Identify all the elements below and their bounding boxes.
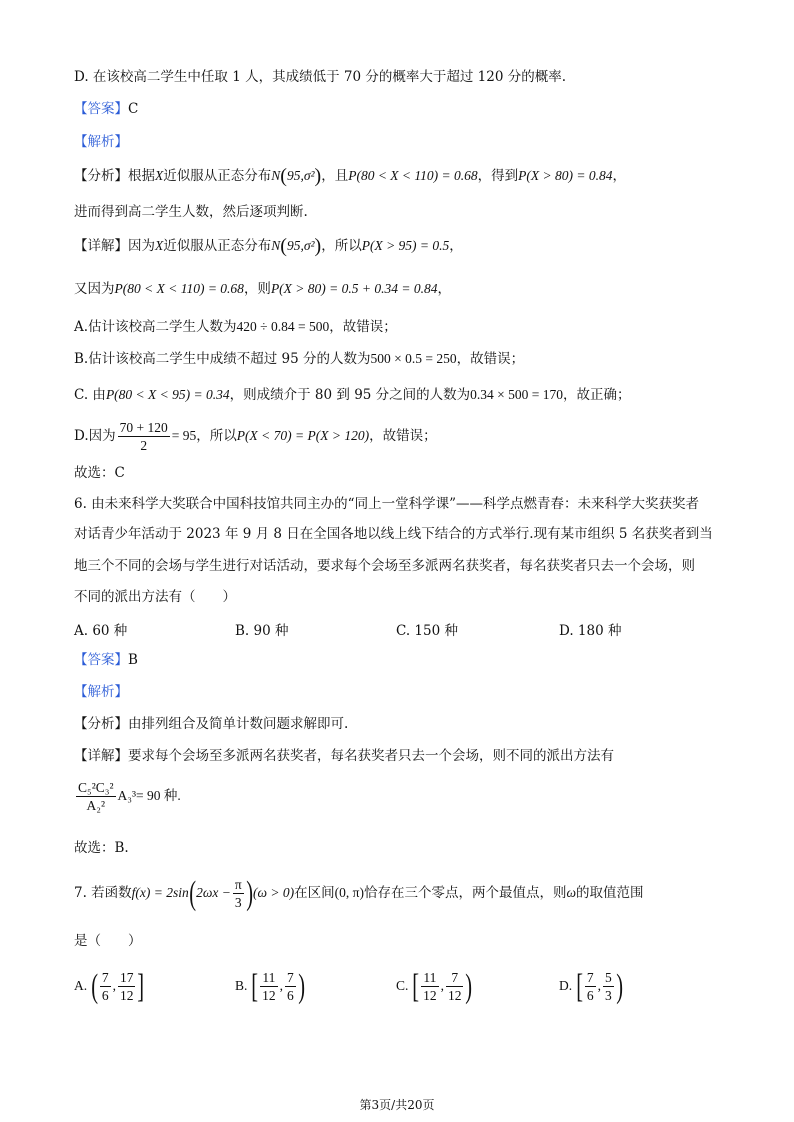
q6-line-2: 对话青少年活动于 2023 年 9 月 8 日在全国各地以线上线下结合的方式举行.现有某市组织 5 名获奖者到当 — [74, 526, 713, 542]
math-count-80-95: 0.34 × 500 = 170 — [470, 387, 564, 402]
numerator: 11 — [421, 969, 439, 987]
fraction — [446, 969, 464, 1004]
numerator: π — [234, 877, 242, 892]
math-p-gt95: P(X > 95) = 0.5 — [361, 238, 450, 253]
text: 7. 若函数 — [74, 885, 132, 901]
q7-line-2: 是（ ） — [74, 933, 142, 949]
numerator: 5 — [604, 970, 612, 986]
q6-line-1: 6. 由未来科学大奖联合中国科技馆共同主办的“同上一堂科学课”——科学点燃青春：未来科学大奖获奖者 — [74, 496, 699, 512]
text: 因为 — [128, 238, 155, 254]
denominator: 6 — [101, 988, 109, 1004]
text: 的取值范围 — [576, 885, 644, 901]
text: ，所以 — [196, 428, 237, 444]
math-p-80-95: P(80 < X < 95) = 0.34 — [105, 387, 230, 402]
text: ， — [612, 168, 626, 184]
numerator: 7 — [586, 970, 594, 986]
q6-answer — [74, 650, 138, 670]
label: B. — [235, 978, 248, 993]
fraction — [76, 779, 116, 814]
text: 又因为 — [74, 281, 115, 297]
math-x: X — [155, 168, 164, 183]
q7-option-d: D. [ $\frac{7}{6}$ , $\frac{5}{3}$ ) — [559, 967, 623, 1005]
math-n-args: 95,σ² — [286, 238, 315, 253]
text: 在区间 — [294, 885, 335, 901]
text: ，故错误； — [369, 428, 437, 444]
q5-fenxi-line2: 进而得到高二学生人数，然后逐项判断. — [74, 204, 308, 220]
math-count-total: 420 ÷ 0.84 = 500 — [236, 319, 330, 334]
math-count-95: 500 × 0.5 = 250 — [370, 351, 457, 366]
text: C. 由 — [74, 387, 106, 403]
math-x: X — [155, 238, 164, 253]
q5-detail: 【详解】因为X近似服从正态分布N(95,σ²)，所以P(X > 95) = 0.5， — [74, 235, 463, 257]
numerator: 17 — [119, 970, 134, 986]
fraction — [118, 419, 170, 454]
q6-line-4: 不同的派出方法有（ ） — [74, 589, 236, 605]
text: ，且 — [321, 168, 349, 184]
fraction — [285, 969, 296, 1004]
page-footer: 第3页/共20页 — [359, 1098, 435, 1112]
fraction — [118, 969, 136, 1004]
text: 要求每个会场至多派两名获奖者，每名获奖者只去一个会场，则不同的派出方法有 — [128, 748, 614, 764]
math-fx: f(x) = 2sin — [131, 885, 189, 900]
fraction — [585, 969, 596, 1004]
text: ， — [437, 281, 451, 297]
text: ，故错误； — [329, 319, 397, 335]
denominator: 6 — [286, 988, 294, 1004]
q6-option-c: C. 150 种 — [396, 623, 458, 639]
math-omega-cond: (ω > 0) — [253, 885, 295, 900]
math-eq: = 95 — [171, 428, 197, 443]
text: 近似服从正态分布 — [163, 168, 272, 184]
detail-tag: 【详解】 — [74, 748, 128, 764]
q5-analysis-tag: 【解析】 — [74, 134, 128, 150]
math-omega: ω — [566, 885, 577, 900]
q6-line-3: 地三个不同的会场与学生进行对话活动，要求每个会场至多派两名获奖者，每名获奖者只去一个会场，则 — [74, 558, 695, 574]
answer-value: B — [128, 652, 138, 668]
left-bracket: [ — [575, 967, 583, 1005]
q6-fenxi — [74, 714, 348, 734]
q5-choose: 故选：C — [74, 465, 125, 481]
right-bracket: ] — [137, 967, 145, 1005]
text: ，所以 — [321, 238, 362, 254]
denominator: 2 — [140, 438, 148, 453]
text: 恰存在三个零点，两个最值点，则 — [363, 885, 567, 901]
fraction — [233, 876, 244, 911]
q6-choose: 故选：B. — [74, 840, 129, 856]
text: ，故正确； — [563, 387, 631, 403]
q5-item-d — [74, 418, 437, 454]
fraction — [603, 969, 614, 1004]
text: 近似服从正态分布 — [163, 238, 272, 254]
fenxi-tag: 【分析】 — [74, 168, 128, 184]
q5-also — [74, 279, 451, 299]
denominator: 6 — [586, 988, 594, 1004]
numerator: 70 + 120 — [119, 420, 168, 435]
denominator: 12 — [119, 988, 134, 1004]
q7-option-c: C. [ $\frac{11}{12}$ , $\frac{7}{12}$ ) — [396, 967, 473, 1005]
math-p-sym: P(X < 70) = P(X > 120) — [236, 428, 370, 443]
math-n: N — [271, 238, 281, 253]
text: D.因为 — [74, 428, 116, 444]
math-interval: (0, π) — [334, 885, 364, 900]
denominator: 3 — [234, 895, 242, 910]
text: A.估计该校高二学生人数为 — [74, 319, 237, 335]
right-bracket: ) — [297, 967, 305, 1005]
denominator: 12 — [423, 988, 437, 1004]
q6-option-d: D. 180 种 — [559, 623, 622, 639]
math-p-80-110: P(80 < X < 110) = 0.68 — [114, 281, 244, 296]
denominator: 12 — [262, 988, 276, 1004]
text: 根据 — [128, 168, 155, 184]
q7-option-a: A. ( $\frac{7}{6}$ , $\frac{17}{12}$ ] — [74, 967, 145, 1005]
q7-option-b: B. [ $\frac{11}{12}$ , $\frac{7}{6}$ ) — [235, 967, 305, 1005]
text: ， — [449, 238, 463, 254]
math-p-80-110: P(80 < X < 110) = 0.68 — [348, 168, 478, 183]
answer-tag: 【答案】 — [74, 652, 128, 668]
q5-fenxi: 【分析】根据X近似服从正态分布N(95,σ²)，且P(80 < X < 110) = 0.68，得到P(X > 80) = 0.84， — [74, 165, 626, 187]
math-a33: A₃³ — [117, 788, 137, 803]
numerator: 7 — [286, 970, 294, 986]
math-n-args: 95,σ² — [286, 168, 315, 183]
option-d-text: D. 在该校高二学生中任取 1 人，其成绩低于 70 分的概率大于超过 120 分的概率. — [74, 69, 566, 85]
left-bracket: [ — [412, 967, 419, 1005]
text: ，故错误； — [456, 351, 525, 367]
numerator: 7 — [101, 970, 109, 986]
fenxi-tag: 【分析】 — [74, 716, 128, 732]
fraction — [260, 969, 278, 1004]
denominator: 3 — [604, 988, 612, 1004]
fraction — [100, 969, 111, 1004]
numerator: 7 — [446, 969, 464, 987]
label: D. — [559, 978, 573, 993]
text: 由排列组合及简单计数问题求解即可. — [128, 716, 349, 732]
q5-item-c — [74, 385, 631, 405]
label: C. — [396, 978, 409, 993]
math-p-gt80: P(X > 80) = 0.84 — [518, 168, 613, 183]
detail-tag: 【详解】 — [74, 238, 128, 254]
left-bracket: [ — [251, 967, 258, 1005]
math-n: N — [271, 168, 281, 183]
left-bracket: ( — [90, 967, 98, 1005]
numerator: C₅²C₃² — [78, 780, 114, 795]
answer-value: C — [128, 101, 139, 117]
answer-tag: 【答案】 — [74, 101, 128, 117]
denominator: A₂² — [86, 798, 106, 813]
math-inner: 2ωx − — [196, 885, 231, 900]
text: B.估计该校高二学生中成绩不超过 95 分的人数为 — [74, 351, 371, 367]
label: A. — [74, 978, 88, 993]
q5-item-b — [74, 349, 524, 369]
q6-analysis-tag: 【解析】 — [74, 684, 128, 700]
q5-answer — [74, 99, 138, 119]
math-p-gt80-calc: P(X > 80) = 0.5 + 0.34 = 0.84 — [270, 281, 438, 296]
q7-line-1: 7. 若函数f(x) = 2sin(2ωx − $\frac{\pi}{3}$ )(ω > 0)在区间(0, π)恰存在三个零点，两个最值点，则ω的取值范围 — [74, 874, 644, 912]
text: ，得到 — [477, 168, 519, 184]
q6-formula — [74, 776, 181, 816]
q5-item-a — [74, 317, 397, 337]
text: ，则 — [243, 281, 271, 297]
q6-option-a: A. 60 种 — [74, 623, 128, 639]
text: ，则成绩介于 80 到 95 分之间的人数为 — [229, 387, 471, 403]
numerator: 11 — [260, 969, 278, 987]
right-bracket: ) — [465, 967, 473, 1005]
denominator: 12 — [447, 988, 462, 1004]
right-bracket: ) — [615, 967, 623, 1005]
text: = 90 种. — [136, 788, 181, 803]
fraction — [421, 969, 439, 1004]
q6-option-b: B. 90 种 — [235, 623, 289, 639]
q6-detail — [74, 746, 614, 766]
